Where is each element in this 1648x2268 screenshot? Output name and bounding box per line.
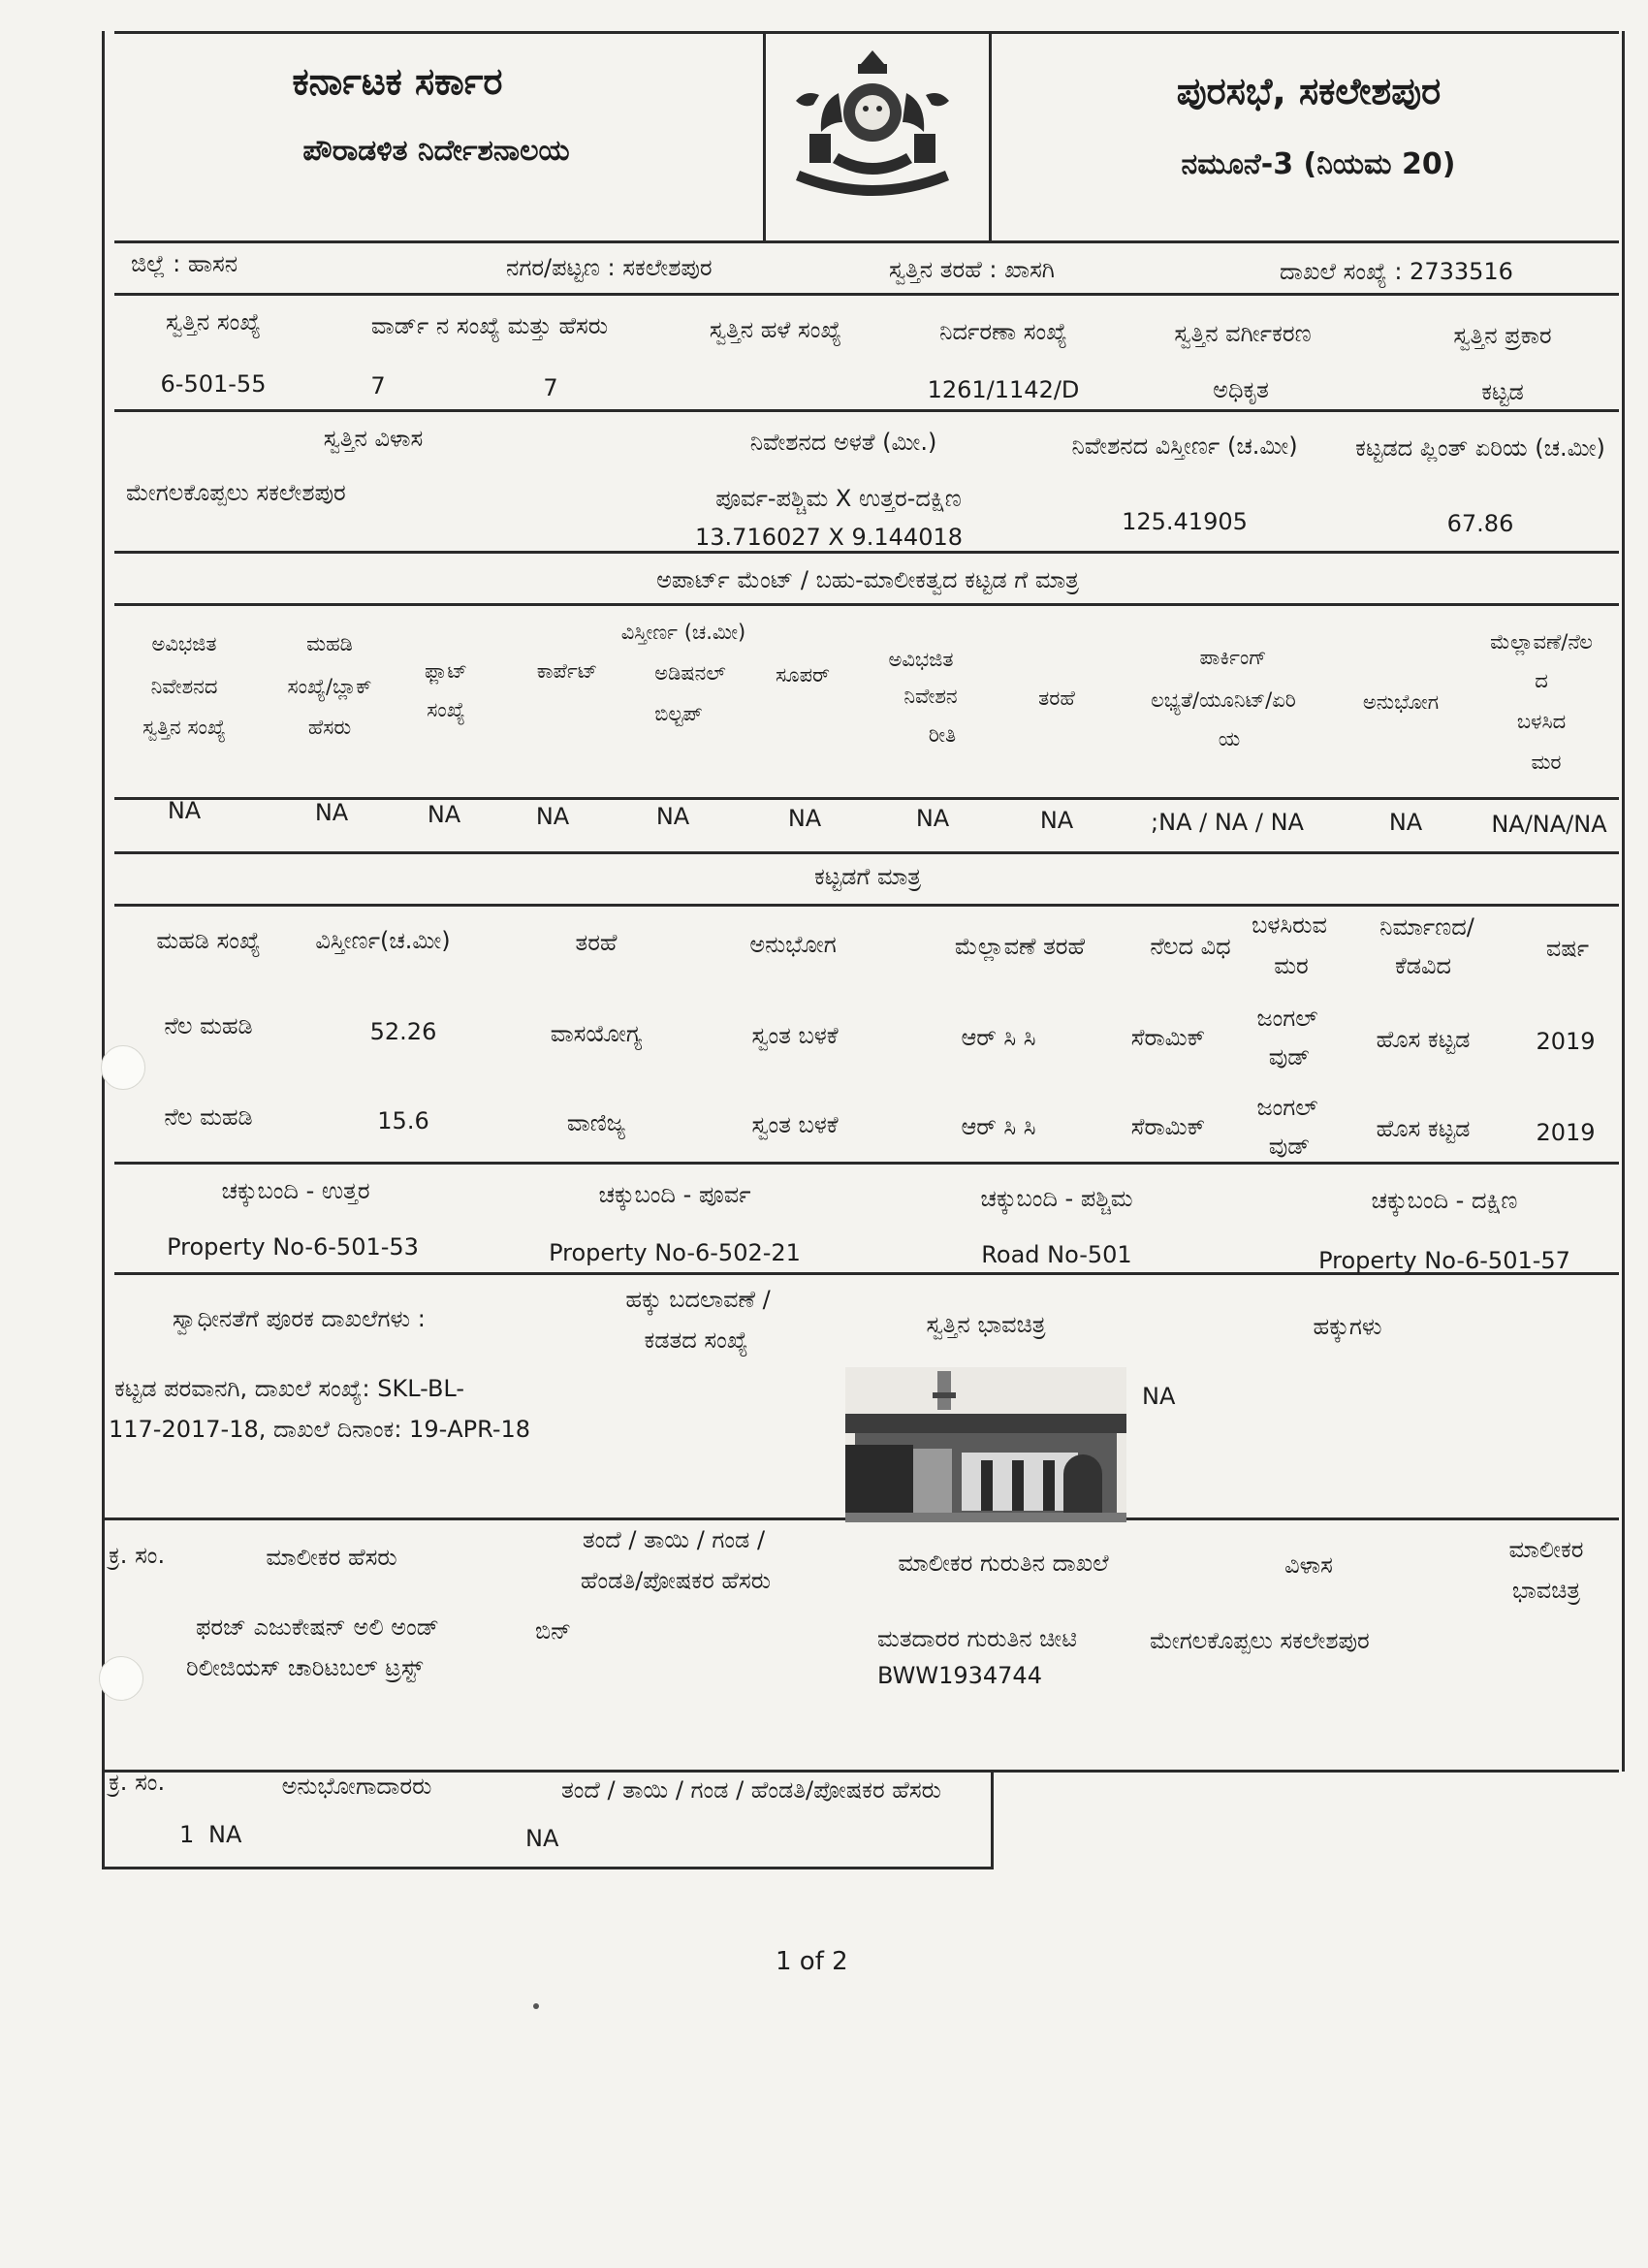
occupant-serial-label: ಕ್ರ. ಸಂ. xyxy=(109,1769,166,1796)
bld-type-cell: ವಾಣಿಜ್ಯ xyxy=(566,1109,626,1136)
apt-value-cell: NA xyxy=(1039,807,1074,834)
page-number: 1 of 2 xyxy=(776,1947,848,1976)
district-field: ಜಿಲ್ಲೆ : ಹಾಸನ xyxy=(131,250,238,277)
occupant-parent-label: ತಂದೆ / ತಾಯಿ / ಗಂಡ / ಹೆಂಡತಿ/ಪೋಷಕರ ಹೆಸರು xyxy=(561,1776,941,1804)
boundary-west-label: ಚಕ್ಕುಬಂದಿ - ಪಶ್ಚಿಮ xyxy=(980,1185,1133,1212)
apt-area-header: ವಿಸ್ತೀರ್ಣ (ಚ.ಮೀ) xyxy=(620,621,746,644)
punch-hole xyxy=(99,1656,143,1701)
owner-photo-label: ಮಾಲೀಕರ xyxy=(1508,1536,1584,1563)
apt-parking-header: ಪಾರ್ಕಿಂಗ್ xyxy=(1199,646,1267,669)
rights-value: NA xyxy=(1142,1383,1176,1410)
bld-area-cell: 52.26 xyxy=(369,1018,437,1045)
apt-value-cell: NA xyxy=(655,803,690,830)
bld-wood-cell: ವುಡ್ xyxy=(1268,1043,1311,1070)
rule xyxy=(114,409,1619,412)
town-field: ನಗರ/ಪಟ್ಟಣ : ಸಕಲೇಶಪುರ xyxy=(506,254,713,281)
karnataka-emblem-icon xyxy=(780,47,965,202)
assessment-number-value: 1261/1142/D xyxy=(927,376,1080,403)
apt-floor-header: ಸಂಖ್ಯೆ/ಬ್ಲಾಕ್ xyxy=(287,675,372,698)
owner-name-line: ಫರಜ್ ಎಜುಕೇಷನ್ ಅಲಿ ಅಂಡ್ xyxy=(196,1613,439,1641)
site-dimension-value: 13.716027 X 9.144018 xyxy=(695,524,963,551)
occupant-name-label: ಅನುಭೋಗಾದಾರರು xyxy=(281,1773,432,1800)
apt-value-cell: NA xyxy=(915,805,950,832)
occupant-parent: NA xyxy=(525,1825,559,1852)
rule xyxy=(989,31,992,240)
bld-wood-cell: ಜಂಗಲ್ xyxy=(1256,1005,1318,1032)
owner-parent-label: ತಂದೆ / ತಾಯಿ / ಗಂಡ / xyxy=(582,1526,766,1553)
rule xyxy=(114,904,1619,907)
apt-undivided-header: ಸ್ವತ್ತಿನ ಸಂಖ್ಯೆ xyxy=(143,716,226,739)
owner-photo-label: ಭಾವಚಿತ್ರ xyxy=(1511,1577,1581,1604)
old-number-header: ಸ್ವತ್ತಿನ ಹಳೆ ಸಂಖ್ಯೆ xyxy=(709,316,842,343)
classification-header: ಸ್ವತ್ತಿನ ವರ್ಗೀಕರಣ xyxy=(1174,320,1312,347)
bld-area-header: ವಿಸ್ತೀರ್ಣ(ಚ.ಮೀ) xyxy=(315,927,451,954)
property-type-field: ಸ್ವತ್ತಿನ ತರಹೆ : ಖಾಸಗಿ xyxy=(889,256,1055,283)
bld-floor-header: ಮಹಡಿ ಸಂಖ್ಯೆ xyxy=(156,927,261,954)
government-title: ಕರ್ನಾಟಕ ಸರ್ಕಾರ xyxy=(292,60,503,103)
address-header: ಸ್ವತ್ತಿನ ವಿಳಾಸ xyxy=(323,425,424,452)
ward-value: 7 xyxy=(370,372,386,399)
apt-value-cell: NA xyxy=(535,803,570,830)
bld-usage-cell: ಸ್ವಂತ ಬಳಕೆ xyxy=(751,1022,839,1049)
building-section-title: ಕಟ್ಟಡಗೆ ಮಾತ್ರ xyxy=(813,863,922,890)
owner-parent-label: ಹೆಂಡತಿ/ಪೋಷಕರ ಹೆಸರು xyxy=(580,1567,772,1594)
rule xyxy=(114,293,1619,296)
site-dimension-header: ನಿವೇಶನದ ಅಳತೆ (ಮೀ.) xyxy=(749,429,937,456)
ward-header: ವಾರ್ಡ್ ನ ಸಂಖ್ಯೆ ಮತ್ತು ಹೆಸರು xyxy=(370,312,609,339)
owner-name-line: ರಿಲೀಜಿಯಸ್ ಚಾರಿಟಬಲ್ ಟ್ರಸ್ಟ್ xyxy=(186,1654,424,1681)
apartment-section-title: ಅಪಾರ್ಟ್ ಮೆಂಟ್ / ಬಹು-ಮಾಲೀಕತ್ವದ ಕಟ್ಟಡ ಗೆ ಮಾತ್ರ xyxy=(656,566,1079,593)
rule xyxy=(991,1770,994,1867)
owner-id-type: ಮತದಾರರ ಗುರುತಿನ ಚೀಟಿ xyxy=(877,1625,1077,1652)
apt-undivided-site-header: ನಿವೇಶನ xyxy=(903,685,958,708)
apt-floor-header: ಮಹಡಿ xyxy=(306,632,353,655)
apt-usage-header: ಅನುಭೋಗ xyxy=(1362,690,1440,714)
apt-flat-header: ಸಂಖ್ಯೆ xyxy=(427,698,465,721)
bld-wood-cell: ವುಡ್ xyxy=(1268,1133,1311,1160)
rule xyxy=(102,1770,105,1867)
owner-id-label: ಮಾಲೀಕರ ಗುರುತಿನ ದಾಖಲೆ xyxy=(898,1549,1109,1577)
site-dimension-subheader: ಪೂರ್ವ-ಪಶ್ಚಿಮ X ಉತ್ತರ-ದಕ್ಷಿಣ xyxy=(715,485,962,512)
apt-value-cell: NA xyxy=(314,799,349,826)
apt-value-cell: NA xyxy=(167,797,202,824)
bld-floor-cell: ನೆಲ ಮಹಡಿ xyxy=(164,1012,253,1039)
bld-year-header: ವರ್ಷ xyxy=(1545,935,1590,962)
apt-undivided-site-header: ರೀತಿ xyxy=(928,723,957,747)
apt-roof-header: ದ xyxy=(1535,669,1548,692)
bld-area-cell: 15.6 xyxy=(377,1107,429,1134)
owner-address-label: ವಿಳಾಸ xyxy=(1284,1551,1333,1579)
bld-usage-cell: ಸ್ವಂತ ಬಳಕೆ xyxy=(751,1111,839,1138)
apt-roof-header: ಮೆಲ್ಲಾವಣೆ/ನೆಲ xyxy=(1490,630,1593,654)
bld-year-cell: 2019 xyxy=(1536,1119,1596,1146)
owner-relation: ಬಿನ್ xyxy=(535,1617,572,1645)
bld-type-header: ತರಹೆ xyxy=(575,929,618,956)
rights-change-label: ಹಕ್ಕು ಬದಲಾವಣೆ / xyxy=(625,1286,771,1313)
ink-dot xyxy=(533,2003,539,2009)
rule xyxy=(102,1867,994,1869)
form-number: ನಮೂನೆ-3 (ನಿಯಮ 20) xyxy=(1181,147,1456,181)
plinth-area-value: 67.86 xyxy=(1446,510,1514,537)
apt-undivided-header: ಅವಿಭಜಿತ xyxy=(151,632,217,655)
bld-constructed-header: ನಿರ್ಮಾಣದ/ xyxy=(1379,913,1474,941)
apt-value-cell: NA xyxy=(427,801,461,828)
occupant-name: NA xyxy=(208,1821,242,1848)
rights-label: ಹಕ್ಕುಗಳು xyxy=(1313,1313,1382,1340)
apt-additional-header: ಅಡಿಷನಲ್ xyxy=(654,661,726,685)
apt-flat-header: ಫ್ಲಾಟ್ xyxy=(425,659,467,683)
apt-parking-header: ಲಭ್ಯತೆ/ಯೂನಿಟ್/ಏರಿ xyxy=(1151,688,1296,712)
rule xyxy=(114,31,1619,34)
apt-floor-header: ಹೆಸರು xyxy=(307,716,352,739)
site-area-value: 125.41905 xyxy=(1122,508,1248,535)
boundary-south-label: ಚಕ್ಕುಬಂದಿ - ದಕ್ಷಿಣ xyxy=(1371,1187,1518,1214)
apt-value-cell: NA/NA/NA xyxy=(1491,811,1607,838)
apt-super-header: ಸೂಪರ್ xyxy=(776,663,830,687)
apt-undivided-header: ನಿವೇಶನದ xyxy=(150,675,218,698)
apt-parking-header: ಯ xyxy=(1218,727,1241,751)
apt-additional-header: ಬಿಲ್ಟಪ್ xyxy=(654,702,703,725)
site-area-header: ನಿವೇಶನದ ವಿಸ್ತೀರ್ಣ (ಚ.ಮೀ) xyxy=(1071,432,1298,460)
classification-value: ಅಧಿಕೃತ xyxy=(1213,376,1269,403)
boundary-east-value: Property No-6-502-21 xyxy=(549,1239,801,1266)
property-kind-value: ಕಟ್ಟಡ xyxy=(1481,378,1524,405)
assessment-number-header: ನಿರ್ದರಣಾ ಸಂಖ್ಯೆ xyxy=(939,318,1067,345)
property-number-header: ಸ್ವತ್ತಿನ ಸಂಖ್ಯೆ xyxy=(166,308,261,335)
bld-usage-header: ಅನುಭೋಗ xyxy=(749,931,837,958)
owner-serial-label: ಕ್ರ. ಸಂ. xyxy=(109,1542,166,1569)
owner-name-label: ಮಾಲೀಕರ ಹೆಸರು xyxy=(266,1544,397,1571)
bld-floor-type-cell: ಸೆರಾಮಿಕ್ xyxy=(1130,1113,1206,1140)
bld-year-cell: 2019 xyxy=(1536,1028,1596,1055)
boundary-south-value: Property No-6-501-57 xyxy=(1318,1247,1570,1274)
property-photo-label: ಸ್ವತ್ತಿನ ಭಾವಚಿತ್ರ xyxy=(926,1311,1046,1338)
rule xyxy=(114,851,1619,854)
building-photo-icon xyxy=(845,1367,1126,1522)
apt-roof-header: ಬಳಸಿದ xyxy=(1516,710,1567,733)
address-value: ಮೇಗಲಕೊಪ್ಪಲು ಸಕಲೇಶಪುರ xyxy=(126,479,346,506)
apt-carpet-header: ಕಾರ್ಪೆಟ್ xyxy=(536,659,598,683)
bld-roof-cell: ಆರ್ ಸಿ ಸಿ xyxy=(961,1024,1036,1051)
boundary-north-label: ಚಕ್ಕುಬಂದಿ - ಉತ್ತರ xyxy=(221,1177,370,1204)
rule xyxy=(114,1162,1619,1165)
bld-roof-cell: ಆರ್ ಸಿ ಸಿ xyxy=(961,1113,1036,1140)
possession-docs-label: ಸ್ವಾಧೀನತೆಗೆ ಪೂರಕ ದಾಖಲೆಗಳು : xyxy=(173,1305,426,1332)
municipality-title: ಪುರಸಭೆ, ಸಕಲೇಶಪುರ xyxy=(1176,70,1442,112)
bld-roof-header: ಮೆಲ್ಲಾವಣೆ ತರಹೆ xyxy=(954,933,1086,960)
occupant-serial: 1 xyxy=(179,1821,195,1848)
directorate-title: ಪೌರಾಡಳಿತ ನಿರ್ದೇಶನಾಲಯ xyxy=(302,134,570,168)
bld-wood-cell: ಜಂಗಲ್ xyxy=(1256,1094,1318,1121)
rule xyxy=(763,31,766,240)
property-number-value: 6-501-55 xyxy=(160,370,267,398)
boundary-east-label: ಚಕ್ಕುಬಂದಿ - ಪೂರ್ವ xyxy=(598,1181,751,1208)
bld-wood-header: ಮರ xyxy=(1274,952,1309,979)
punch-hole xyxy=(101,1045,145,1090)
record-number-field: ದಾಖಲೆ ಸಂಖ್ಯೆ : 2733516 xyxy=(1280,258,1513,285)
bld-constructed-cell: ಹೊಸ ಕಟ್ಟಡ xyxy=(1376,1026,1471,1053)
bld-wood-header: ಬಳಸಿರುವ xyxy=(1252,911,1327,939)
old-number-value: 7 xyxy=(543,374,558,401)
apt-type-header: ತರಹೆ xyxy=(1038,687,1075,710)
owner-id-number: BWW1934744 xyxy=(877,1662,1042,1689)
bld-floor-cell: ನೆಲ ಮಹಡಿ xyxy=(164,1103,253,1131)
rule xyxy=(114,603,1619,606)
possession-docs-line: 117-2017-18, ದಾಖಲೆ ದಿನಾಂಕ: 19-APR-18 xyxy=(109,1416,531,1443)
owner-address: ಮೇಗಲಕೊಪ್ಪಲು ಸಕಲೇಶಪುರ xyxy=(1150,1627,1370,1654)
apt-value-cell: NA xyxy=(1388,809,1423,836)
boundary-north-value: Property No-6-501-53 xyxy=(167,1233,419,1261)
bld-floor-type-cell: ಸೆರಾಮಿಕ್ xyxy=(1130,1024,1206,1051)
plinth-area-header: ಕಟ್ಟಡದ ಪ್ಲಿಂತ್ ಏರಿಯ (ಚ.ಮೀ) xyxy=(1355,434,1605,462)
bld-constructed-cell: ಹೊಸ ಕಟ್ಟಡ xyxy=(1376,1115,1471,1142)
property-kind-header: ಸ್ವತ್ತಿನ ಪ್ರಕಾರ xyxy=(1453,322,1552,349)
bld-type-cell: ವಾಸಯೋಗ್ಯ xyxy=(550,1020,643,1047)
boundary-west-value: Road No-501 xyxy=(981,1241,1132,1268)
bld-floor-type-header: ನೆಲದ ವಿಧ xyxy=(1150,933,1231,960)
apt-value-cell: NA xyxy=(787,805,822,832)
apt-value-cell: ;NA / NA / NA xyxy=(1151,809,1304,836)
bld-constructed-header: ಕೆಡವಿದ xyxy=(1394,952,1452,979)
file-number-label: ಕಡತದ ಸಂಖ್ಯೆ xyxy=(644,1326,748,1354)
apt-roof-header: ಮರ xyxy=(1531,751,1562,774)
rule xyxy=(114,240,1619,243)
possession-docs-line: ಕಟ್ಟಡ ಪರವಾನಗಿ, ದಾಖಲೆ ಸಂಖ್ಯೆ: SKL-BL- xyxy=(114,1375,465,1402)
apt-undivided-site-header: ಅವಿಭಜಿತ xyxy=(888,648,954,671)
